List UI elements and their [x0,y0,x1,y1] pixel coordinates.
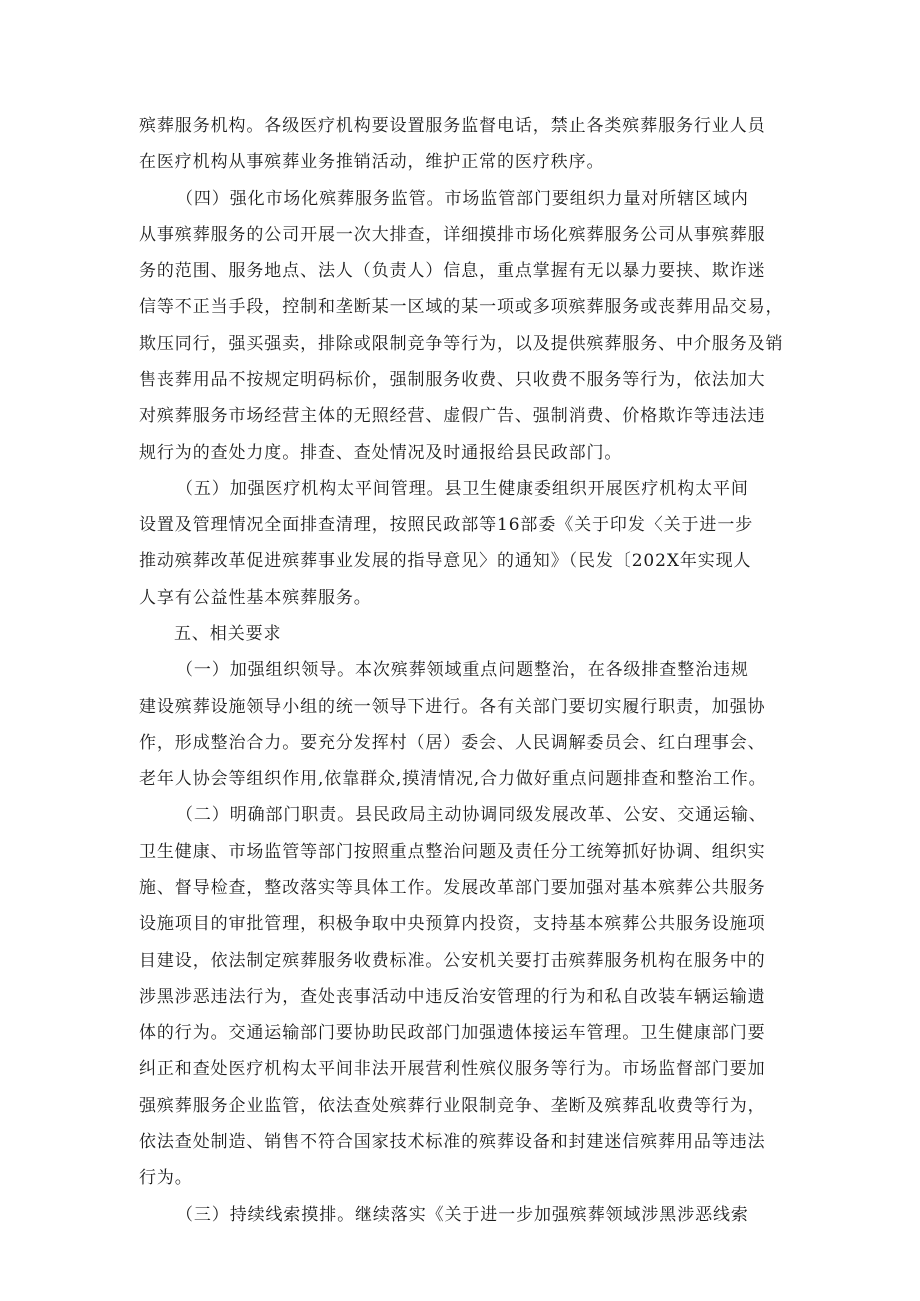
text-line: 推动殡葬改革促进殡葬事业发展的指导意见〉的通知》（民发〔202X年实现人 [139,551,752,571]
text-line: 体的行为。交通运输部门要协助民政部门加强遗体接运车管理。卫生健康部门要 [139,1023,766,1043]
text-line: 老年人协会等组织作用,依靠群众,摸清情况,合力做好重点问题排查和整治工作。 [139,769,767,789]
text-line: 施、督导检查，整改落实等具体工作。发展改革部门要加强对基本殡葬公共服务 [139,878,766,898]
text-line: 规行为的查处力度。排查、查处情况及时通报给县民政部门。 [139,443,623,463]
text-line: 信等不正当手段，控制和垄断某一区域的某一项或多项殡葬服务或丧葬用品交易， [139,297,784,317]
text-line: 欺压同行，强买强卖，排除或限制竞争等行为，以及提供殡葬服务、中介服务及销 [139,334,784,354]
paragraph-start-line: （五）加强医疗机构太平间管理。县卫生健康委组织开展医疗机构太平间 [176,479,749,499]
text-line: 人享有公益性基本殡葬服务。 [139,588,372,608]
paragraph-start-line: （四）强化市场化殡葬服务监管。市场监管部门要组织力量对所辖区域内 [176,189,749,209]
text-line: 从事殡葬服务的公司开展一次大排查，详细摸排市场化殡葬服务公司从事殡葬服 [139,225,766,245]
paragraph-start-line: （一）加强组织领导。本次殡葬领域重点问题整治，在各级排查整治违规 [176,660,749,680]
section-heading: 五、相关要求 [174,624,282,644]
text-line: 行为。 [139,1168,193,1188]
text-line: 对殡葬服务市场经营主体的无照经营、虚假广告、强制消费、价格欺诈等违法违 [139,406,766,426]
text-line: 卫生健康、市场监管等部门按照重点整治问题及责任分工统筹抓好协调、组织实 [139,842,766,862]
text-line: 涉黑涉恶违法行为，查处丧事活动中违反治安管理的行为和私自改装车辆运输遗 [139,987,766,1007]
text-line: 依法查处制造、销售不符合国家技术标准的殡葬设备和封建迷信殡葬用品等违法 [139,1132,766,1152]
text-line: 目建设，依法制定殡葬服务收费标准。公安机关要打击殡葬服务机构在服务中的 [139,951,766,971]
text-line: 建设殡葬设施领导小组的统一领导下进行。各有关部门要切实履行职责，加强协 [139,697,766,717]
text-line: 强殡葬服务企业监管，依法查处殡葬行业限制竞争、垄断及殡葬乱收费等行为， [139,1096,766,1116]
paragraph-start-line: （二）明确部门职责。县民政局主动协调同级发展改革、公安、交通运输、 [176,805,767,825]
text-line: 售丧葬用品不按规定明码标价，强制服务收费、只收费不服务等行为，依法加大 [139,370,766,390]
text-line: 设置及管理情况全面排查清理，按照民政部等16部委《关于印发〈关于进一步 [139,515,754,535]
text-line: 纠正和查处医疗机构太平间非法开展营利性殡仪服务等行为。市场监督部门要加 [139,1059,766,1079]
text-line: 作，形成整治合力。要充分发挥村（居）委会、人民调解委员会、红白理事会、 [139,733,766,753]
text-line: 务的范围、服务地点、法人（负责人）信息，重点掌握有无以暴力要挟、欺诈迷 [139,261,766,281]
text-line: 在医疗机构从事殡葬业务推销活动，维护正常的医疗秩序。 [139,152,605,172]
text-line: 设施项目的审批管理，积极争取中央预算内投资，支持基本殡葬公共服务设施项 [139,914,766,934]
text-line: 殡葬服务机构。各级医疗机构要设置服务监督电话，禁止各类殡葬服务行业人员 [139,116,766,136]
paragraph-start-line: （三）持续线索摸排。继续落实《关于进一步加强殡葬领域涉黑涉恶线索 [176,1205,749,1225]
